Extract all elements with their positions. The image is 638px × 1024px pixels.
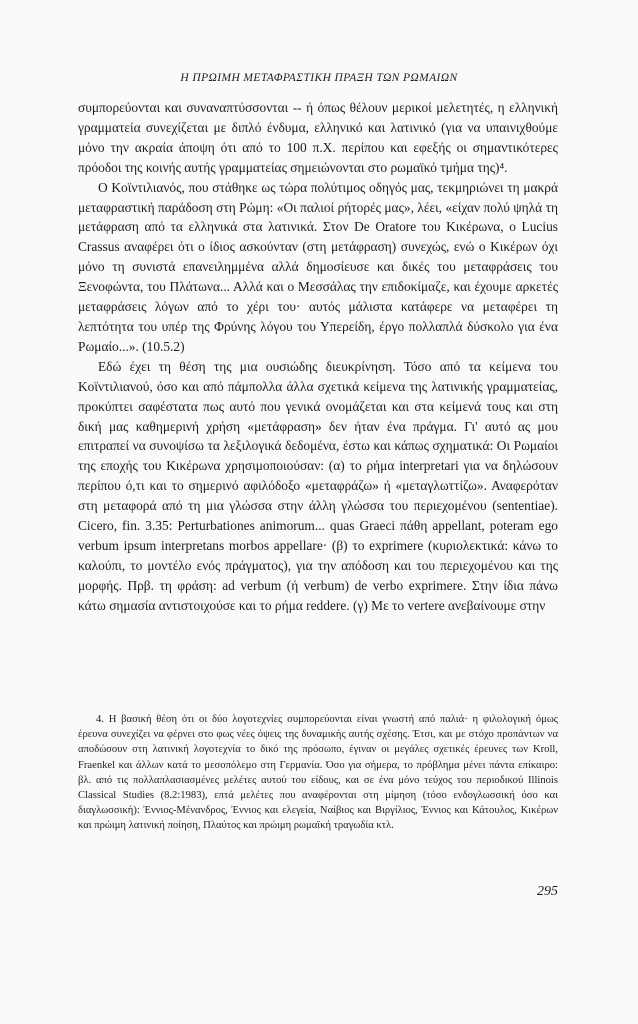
footnote-4: 4. Η βασική θέση ότι οι δύο λογοτεχνίες συμπορεύονται είναι γνωστή από παλιά· η φιλολογική όμως έρευνα συνεχίζει να φέρνει στο φως νέες όψεις της δυναμικής αυτής σχέσης. Έτσι, και με στόχο προπάντων να αποδώσουν στη λατινική λογοτεχνία το δικό της πρόσωπο, έγιναν οι μεγάλες σχετικές έρευνες των Kroll, Fraenkel και άλλων κατά το μεσοπόλεμο στη Γερμανία. Όσο για σήμερα, το πρόβλημα μένει πάντα επίκαιρο: βλ. από τις πολλαπλασιασμένες μελέτες αυτού του είδους, και σε ένα μόνο τεύχος του περιοδικού Illinois Classical Studies (8.2:1983), επτά μελέτες που αναφέρονται στη μίμηση (τόσο ενδογλωσσική όσο και διαγλωσσική): Έννιος-Μένανδρος, Έννιος και ελεγεία, Ναίβιος και Βιργίλιος, Έννιος και Κάτουλος, Κικέρων και πρώιμη λατινική ποίηση, Πλαύτος και πρώιμη ρωμαϊκή τραγωδία κτλ. <box>78 714 558 832</box>
paragraph-1: συμπορεύονται και συναναπτύσσονται -- ή όπως θέλουν μερικοί μελετητές, η ελληνική γραμματεία συνεχίζεται με διπλό ένδυμα, ελληνικό και λατινικό (για να υπαινιχθούμε μόνο την ακραία άποψη ότι από το 100 π.Χ. περίπου και εφεξής οι σημαντικότερες πρόοδοι της κοινής αυτής γραμματείας σημειώνονται στο ρωμαϊκό τμήμα της)⁴. <box>78 100 558 175</box>
paragraph-2: Ο Κοϊντιλιανός, που στάθηκε ως τώρα πολύτιμος οδηγός μας, τεκμηριώνει τη μακρά μεταφραστική παράδοση στη Ρώμη: «Οι παλιοί ρήτορές μας», λέει, «είχαν πολύ ψηλά τη μετάφραση από τα ελληνικά στα λατινικά. Στον De Oratore του Κικέρωνα, ο Lucius Crassus αναφέρει ότι ο ίδιος ασκούνταν (στη μετάφραση) συνεχώς, ενώ ο Κικέρων όχι μόνο τη συνιστά επανειλημμένα αλλά δημοσίευσε και δικές του μεταφράσεις του Ξενοφώντα, του Πλάτωνα... Αλλά και ο Μεσσάλας την επιδοκίμαζε, και έχουμε αρκετές μεταφράσεις λόγων από το χέρι του· αυτός μάλιστα κατάφερε να μεταφέρει τη λεπτότητα του υπέρ της Φρύνης λόγου του Υπερείδη, έργο πολλαπλά δύσκολο για ένα Ρωμαίο...». (10.5.2) <box>78 179 558 354</box>
running-head: Η ΠΡΩΙΜΗ ΜΕΤΑΦΡΑΣΤΙΚΗ ΠΡΑΞΗ ΤΩΝ ΡΩΜΑΙΩΝ <box>180 72 458 84</box>
main-text <box>78 98 558 616</box>
page-number: 295 <box>537 884 558 899</box>
paragraph-3: Εδώ έχει τη θέση της μια ουσιώδης διευκρίνηση. Τόσο από τα κείμενα του Κοϊντιλιανού, όσο και από πάμπολλα άλλα σχετικά κείμενα της λατινικής γραμματείας, προκύπτει σαφέστατα πως αυτό που γενικά ονομάζεται και στα κείμενά τους και στη δική μας καθημερινή χρήση «μετάφραση» δεν ήταν ένα πράγμα. Γι' αυτό ας μου επιτραπεί να συνοψίσω τα λεξιλογικά δεδομένα, έστω και κάπως σχηματικά: Οι Ρωμαίοι της εποχής του Κικέρωνα χρησιμοποιούσαν: (α) το ρήμα interpretari για να δηλώσουν περίπου ό,τι και το σημερινό αφιλόδοξο «μεταφράζω» ή «μεταγλωττίζω». Αναφερόταν στη μεταφορά από τη μια γλώσσα στην άλλη γλώσσα του περιεχομένου (sententiae). Cicero, fin. 3.35: Perturbationes animorum... quas Graeci πάθη appellant, poteram ego verbum ipsum interpretans morbos appellare· (β) το exprimere (κυριολεκτικά: κάνω το καλούπι, το μοντέλο ενός πράγματος), για την απόδοση και του περιεχομένου και της μορφής. Πρβ. τη φράση: ad verbum (ή verbum) de verbo exprimere. Στην ίδια πάνω κάτω σημασία αντιστοιχούσε και το ρήμα reddere. (γ) Με το vertere ανεβαίνουμε στην <box>78 358 558 613</box>
footnote <box>78 712 558 834</box>
